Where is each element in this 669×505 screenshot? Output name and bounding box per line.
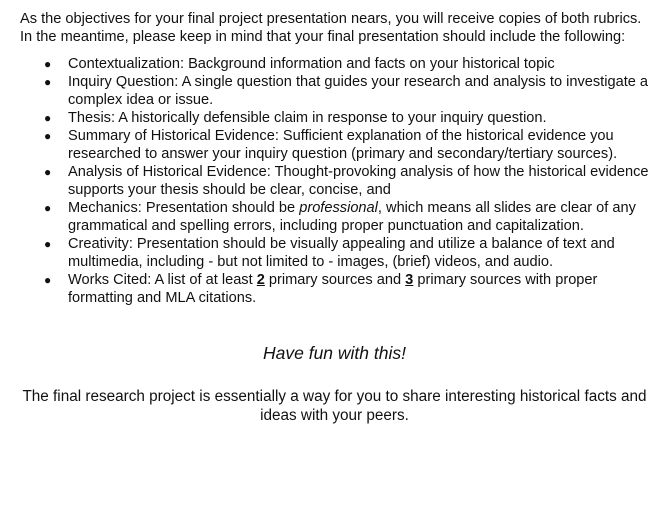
- bullet-icon: ●: [44, 237, 52, 251]
- requirements-list: [20, 55, 649, 307]
- list-item-text: Creativity: Presentation should be visually appealing and utilize a balance of text and multimedia, including - but not limited to - images, (brief) videos, and audio.: [68, 236, 615, 270]
- list-item-text: Summary of Historical Evidence: Sufficient explanation of the historical evidence you researched to answer your inquiry question (primary and secondary/tertiary sources).: [68, 128, 618, 162]
- list-item-text-post: primary sources with proper formatting and MLA citations.: [68, 272, 598, 306]
- list-item-text: Analysis of Historical Evidence: Thought-provoking analysis of how the historical evidence supports your thesis should be clear, concise, and: [68, 164, 649, 198]
- list-item-inquiry-question: [44, 73, 649, 109]
- list-item-text: Contextualization: Background information and facts on your historical topic: [68, 56, 555, 72]
- list-item-text-pre: Mechanics: Presentation should be: [68, 200, 300, 216]
- bullet-icon: ●: [44, 111, 52, 125]
- closing-paragraph: The final research project is essentially a way for you to share interesting historical facts and ideas with your peers.: [22, 388, 647, 424]
- bullet-icon: ●: [44, 75, 52, 89]
- count-primary-3: 3: [405, 272, 414, 288]
- bullet-icon: ●: [44, 129, 52, 143]
- intro-paragraph: As the objectives for your final project presentation nears, you will receive copies of both rubrics. In the meantime, please keep in mind that your final presentation should include the following:: [20, 11, 642, 45]
- bullet-icon: ●: [44, 201, 52, 215]
- list-item-creativity: [44, 235, 649, 271]
- have-fun-heading: Have fun with this!: [263, 343, 406, 363]
- emphasis-professional: professional: [299, 200, 378, 216]
- list-item-text-post: , which means all slides are clear of any grammatical and spelling errors, including proper punctuation and capitalization.: [68, 200, 636, 234]
- count-primary-2: 2: [256, 272, 265, 288]
- bullet-icon: ●: [44, 165, 52, 179]
- list-item-mechanics: [44, 199, 649, 235]
- list-item-contextualization: [44, 55, 649, 73]
- list-item-text: Thesis: A historically defensible claim in response to your inquiry question.: [68, 110, 547, 126]
- list-item-text-pre: Works Cited: A list of at least: [68, 272, 257, 288]
- list-item-summary-evidence: [44, 127, 649, 163]
- list-item-text: Inquiry Question: A single question that guides your research and analysis to investigate a complex idea or issue.: [68, 74, 649, 108]
- list-item-thesis: [44, 109, 649, 127]
- bullet-icon: ●: [44, 273, 52, 287]
- list-item-text-mid: primary sources and: [264, 272, 406, 288]
- bullet-icon: ●: [44, 57, 52, 71]
- list-item-analysis-evidence: [44, 163, 649, 199]
- list-item-works-cited: [44, 271, 649, 307]
